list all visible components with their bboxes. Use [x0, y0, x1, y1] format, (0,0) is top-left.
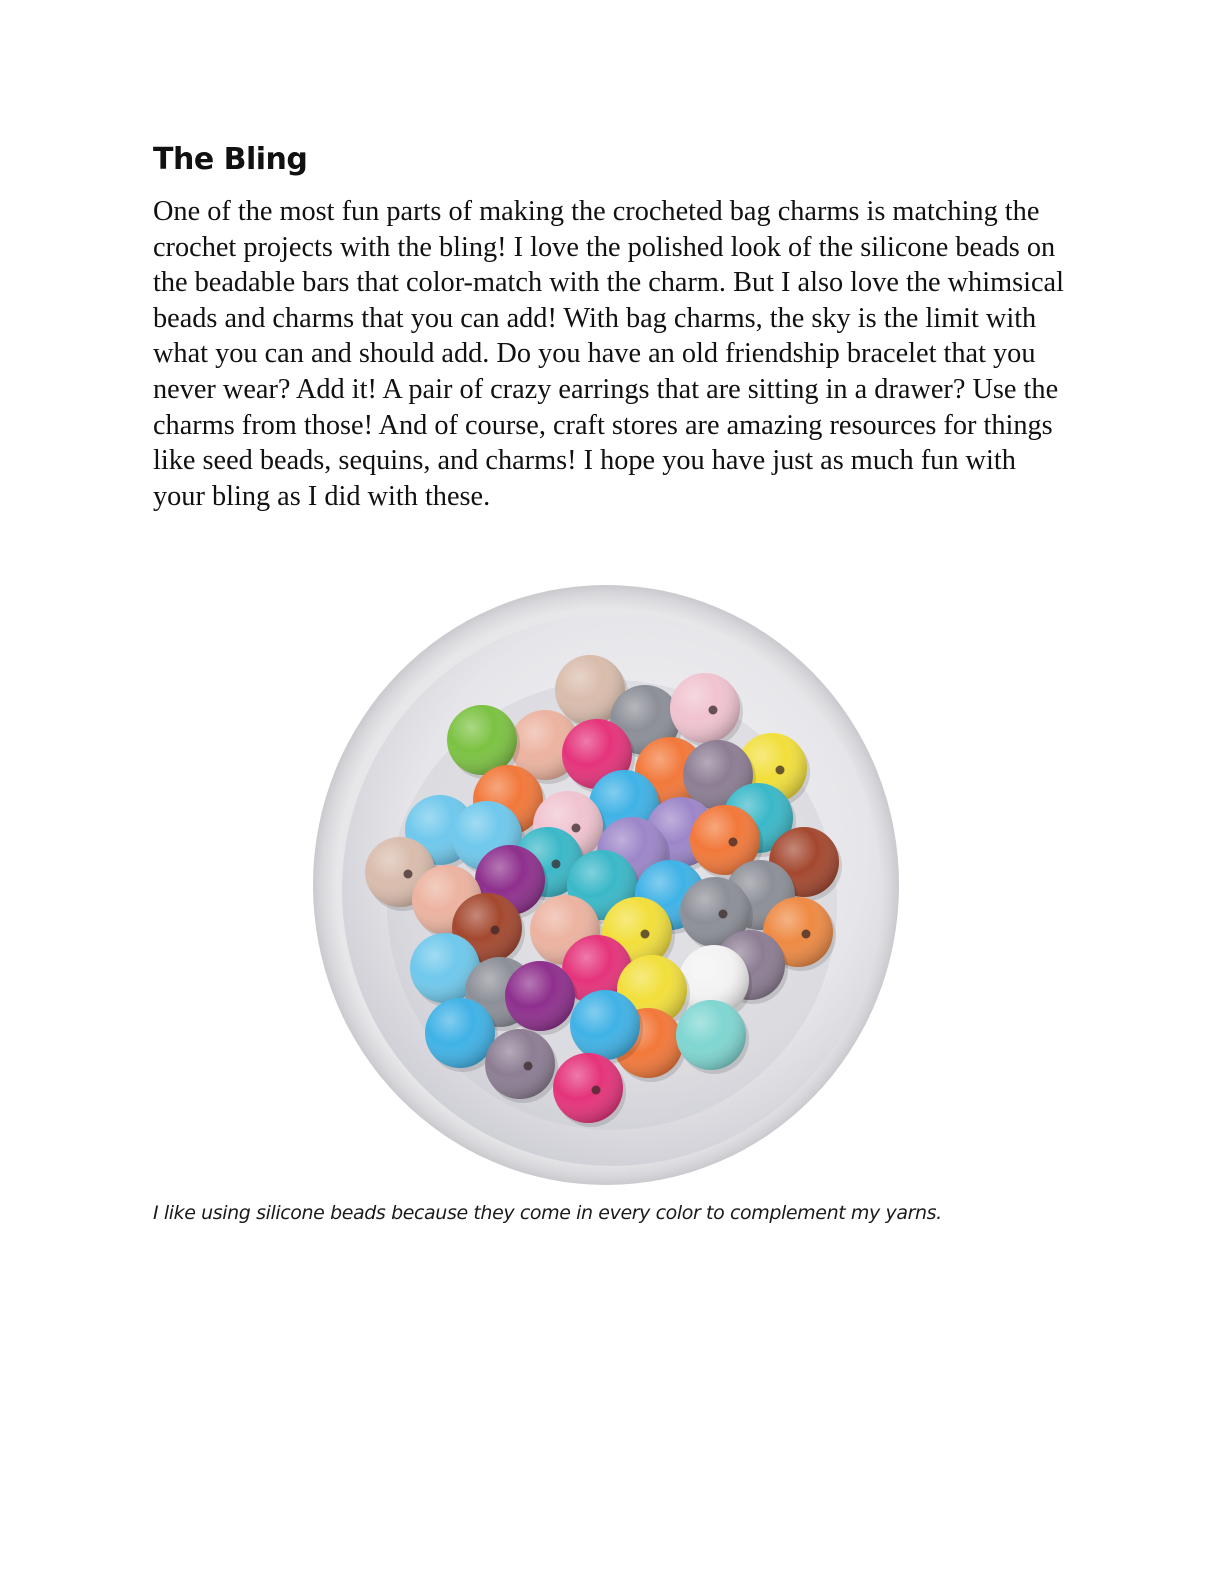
- body-paragraph: One of the most fun parts of making the crocheted bag charms is matching the crochet projects with the bling! I love the polished look of the silicone beads on the beadable bars that color-match with the charm. But I also love the whimsical beads and charms that you can add! With bag charms, the sky is the limit with what you can and should add. Do you have an old friendship bracelet that you never wear? Add it! A pair of crazy earrings that are sitting in a drawer? Use the charms from those! And of course, craft stores are amazing resources for things like seed beads, sequins, and charms! I hope you have just as much fun with your bling as I did with these.: [153, 196, 1064, 512]
- section-heading: The Bling: [153, 142, 308, 177]
- bowl-of-silicone-beads-photo: [300, 575, 920, 1195]
- figure-caption: I like using silicone beads because they come in every color to complement my yarns.: [153, 1202, 942, 1224]
